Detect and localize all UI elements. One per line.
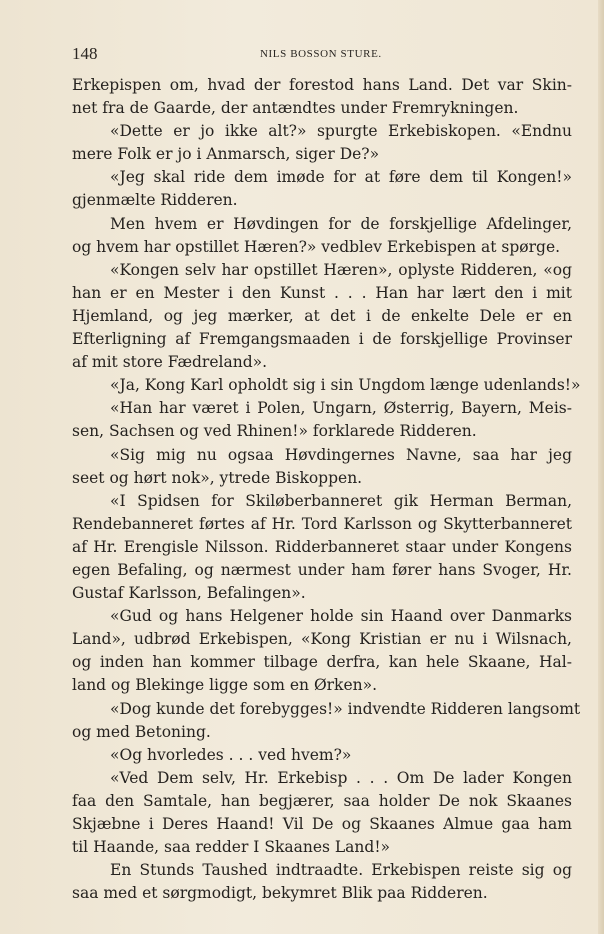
text-line: «Dog kunde det forebygges!» indvendte Ridderen langsomt — [110, 699, 581, 718]
text-line: Hjemland, og jeg mærker, at det i de enkelte Dele er en — [72, 306, 572, 325]
text-line: land og Blekinge ligge som en Ørken». — [72, 676, 378, 695]
text-line: egen Befaling, og nærmest under ham fører hans Svoger, Hr. — [72, 560, 572, 579]
text-line: og med Betoning. — [72, 722, 211, 741]
text-line: sen, Sachsen og ved Rhinen!» forklarede Ridderen. — [72, 422, 477, 441]
page-edge — [598, 0, 604, 934]
text-line: Gustaf Karlsson, Befalingen». — [72, 584, 306, 603]
text-line: En Stunds Taushed indtraadte. Erkebispen reiste sig og — [110, 861, 572, 880]
text-line: og inden han kommer tilbage derfra, kan hele Skaane, Hal- — [72, 653, 572, 672]
text-line: «Gud og hans Helgener holde sin Haand over Danmarks — [110, 607, 572, 626]
text-line: net fra de Gaarde, der antændtes under Fremrykningen. — [72, 99, 519, 118]
text-line: af Hr. Erengisle Nilsson. Ridderbanneret staar under Kongens — [72, 537, 572, 556]
text-line: Skjæbne i Deres Haand! Vil De og Skaanes Almue gaa ham — [72, 815, 572, 833]
text-line: seet og hørt nok», ytrede Biskoppen. — [72, 468, 363, 487]
text-line: «Og hvorledes . . . ved hvem?» — [110, 745, 352, 764]
text-line: «Kongen selv har opstillet Hæren», oplyste Ridderen, «og — [110, 260, 572, 279]
text-line: «Ved Dem selv, Hr. Erkebisp . . . Om De lader Kongen — [110, 768, 572, 787]
text-line: «Dette er jo ikke alt?» spurgte Erkebiskopen. «Endnu — [110, 122, 572, 141]
page-number: 148 — [72, 44, 98, 63]
running-head: NILS BOSSON STURE. — [260, 48, 382, 60]
text-line: til Haande, saa redder I Skaanes Land!» — [72, 838, 391, 857]
body-text — [72, 74, 581, 905]
text-line: «Ja, Kong Karl opholdt sig i sin Ungdom længe udenlands!» — [110, 376, 581, 395]
text-line: saa med et sørgmodigt, bekymret Blik paa Ridderen. — [72, 884, 488, 903]
text-line: «Sig mig nu ogsaa Høvdingernes Navne, saa har jeg — [110, 445, 572, 464]
text-line: af mit store Fædreland». — [72, 353, 268, 372]
text-line: gjenmælte Ridderen. — [72, 191, 238, 210]
text-line: han er en Mester i den Kunst . . . Han har lært den i mit — [72, 283, 572, 302]
text-line: faa den Samtale, han begjærer, saa holder De nok Skaanes — [72, 791, 572, 810]
text-line: «Han har været i Polen, Ungarn, Østerrig, Bayern, Meis- — [110, 399, 572, 418]
page-header — [72, 44, 572, 68]
text-line: mere Folk er jo i Anmarsch, siger De?» — [72, 145, 380, 164]
text-line: Land», udbrød Erkebispen, «Kong Kristian er nu i Wilsnach, — [72, 630, 572, 649]
text-line: Efterligning af Fremgangsmaaden i de forskjellige Provinser — [72, 330, 572, 349]
text-line: Rendebanneret førtes af Hr. Tord Karlsson og Skytterbanneret — [72, 514, 572, 533]
text-line: «I Spidsen for Skiløberbanneret gik Herman Berman, — [110, 491, 572, 510]
text-line: Men hvem er Høvdingen for de forskjellige Afdelinger, — [110, 214, 572, 233]
text-line: og hvem har opstillet Hæren?» vedblev Erkebispen at spørge. — [72, 237, 561, 256]
text-line: «Jeg skal ride dem imøde for at føre dem til Kongen!» — [110, 168, 572, 187]
text-line: Erkepispen om, hvad der forestod hans Land. Det var Skin- — [72, 76, 572, 94]
